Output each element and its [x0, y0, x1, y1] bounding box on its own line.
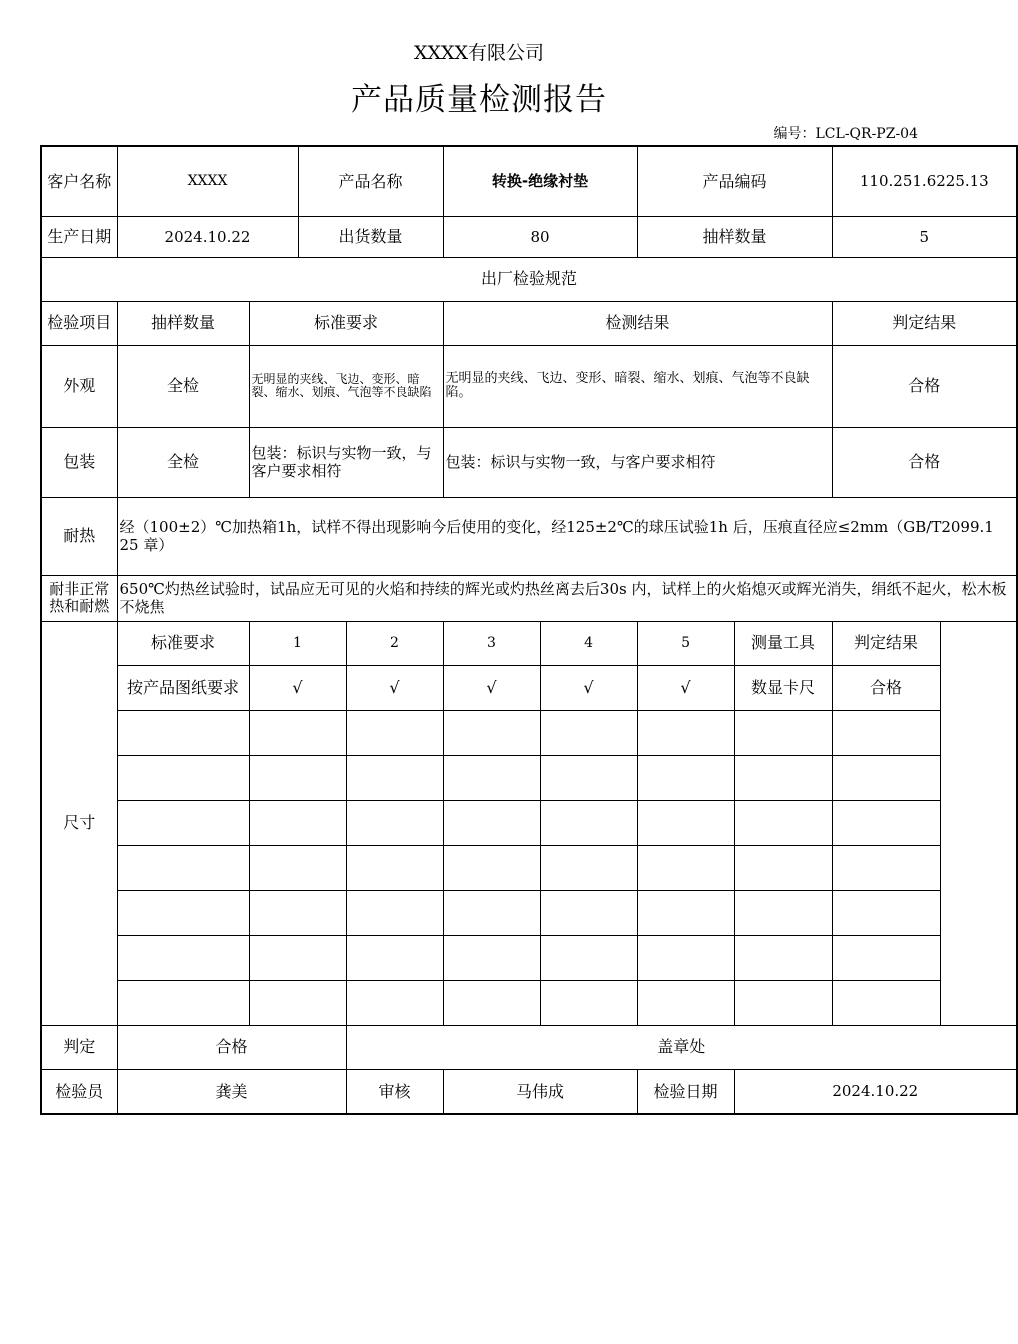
dimension-empty-row	[41, 755, 1017, 800]
packaging-standard: 包装：标识与实物一致，与客户要求相符	[249, 427, 443, 497]
dim-check-4: √	[540, 665, 637, 710]
dimension-header-row	[41, 621, 1017, 665]
judge-value: 合格	[117, 1025, 346, 1069]
dim-header-standard: 标准要求	[117, 621, 249, 665]
dim-standard-value: 按产品图纸要求	[117, 665, 249, 710]
stamp-area: 盖章处	[346, 1025, 1017, 1069]
column-header-row	[41, 301, 1017, 345]
fire-resistance-row	[41, 575, 1017, 621]
dim-check-3: √	[443, 665, 540, 710]
dim-header-3: 3	[443, 621, 540, 665]
dim-header-2: 2	[346, 621, 443, 665]
inspector-value: 龚美	[117, 1069, 346, 1114]
product-name-value: 转换-绝缘衬垫	[443, 146, 637, 216]
judgement-row	[41, 1025, 1017, 1069]
document-number: 编号：LCL-QR-PZ-04	[773, 126, 918, 142]
dimension-label: 尺寸	[41, 621, 117, 1025]
dim-tool-value: 数显卡尺	[734, 665, 832, 710]
company-name: XXXX有限公司	[413, 42, 545, 64]
col-result-header: 检测结果	[443, 301, 832, 345]
spec-title-row	[41, 257, 1017, 301]
sample-qty-value: 5	[832, 216, 1017, 257]
info-row-customer	[41, 146, 1017, 216]
dim-header-tool: 测量工具	[734, 621, 832, 665]
fire-label: 耐非正常热和耐燃	[41, 575, 117, 621]
inspection-date-label: 检验日期	[637, 1069, 734, 1114]
review-label: 审核	[346, 1069, 443, 1114]
fire-text: 650℃灼热丝试验时，试品应无可见的火焰和持续的辉光或灼热丝离去后30s 内，试样上的火焰熄灭或辉光消失，绢纸不起火，松木板不烧焦	[117, 575, 1017, 621]
dim-header-1: 1	[249, 621, 346, 665]
col-standard-header-cell: 标准要求	[249, 301, 443, 345]
dimension-empty-row	[41, 935, 1017, 980]
judge-label: 判定	[41, 1025, 117, 1069]
col-judgement-header: 判定结果	[832, 301, 1017, 345]
col-sample-header: 抽样数量	[117, 301, 249, 345]
inspection-date-value: 2024.10.22	[734, 1069, 1017, 1114]
production-date-label: 生产日期	[41, 216, 117, 257]
review-value: 马伟成	[443, 1069, 637, 1114]
appearance-result: 无明显的夹线、飞边、变形、暗裂、缩水、划痕、气泡等不良缺陷。	[443, 345, 832, 427]
appearance-standard: 无明显的夹线、飞边、变形、暗裂、缩水、划痕、气泡等不良缺陷	[249, 345, 443, 427]
customer-label: 客户名称	[41, 146, 117, 216]
product-name-label-cell: 产品名称	[298, 146, 443, 216]
packaging-row	[41, 427, 1017, 497]
heat-text: 经（100±2）℃加热箱1h，试样不得出现影响今后使用的变化，经125±2℃的球压试验1h 后，压痕直径应≤2mm（GB/T2099.1 25 章）	[117, 497, 1017, 575]
report-title: 产品质量检测报告	[351, 82, 607, 118]
heat-label: 耐热	[41, 497, 117, 575]
inspector-label: 检验员	[41, 1069, 117, 1114]
packaging-label: 包装	[41, 427, 117, 497]
packaging-judgement: 合格	[832, 427, 1017, 497]
inspection-report-table	[40, 145, 1018, 1115]
shipment-qty-value: 80	[443, 216, 637, 257]
dim-check-1: √	[249, 665, 346, 710]
shipment-qty-label: 出货数量	[298, 216, 443, 257]
sample-qty-label: 抽样数量	[637, 216, 832, 257]
dimension-empty-row	[41, 845, 1017, 890]
packaging-sample: 全检	[117, 427, 249, 497]
heat-resistance-row	[41, 497, 1017, 575]
appearance-row	[41, 345, 1017, 427]
dimension-empty-row	[41, 800, 1017, 845]
packaging-result: 包装：标识与实物一致，与客户要求相符	[443, 427, 832, 497]
customer-value: XXXX	[117, 146, 298, 216]
production-date-value: 2024.10.22	[117, 216, 298, 257]
product-code-value: 110.251.6225.13	[832, 146, 1017, 216]
dimension-empty-row	[41, 890, 1017, 935]
appearance-judgement: 合格	[832, 345, 1017, 427]
signature-row	[41, 1069, 1017, 1114]
dim-check-5: √	[637, 665, 734, 710]
dim-check-2: √	[346, 665, 443, 710]
dimension-empty-row	[41, 710, 1017, 755]
dim-header-judgement-cell: 判定结果	[832, 621, 940, 665]
dimension-row	[41, 665, 1017, 710]
product-code-label: 产品编码	[637, 146, 832, 216]
info-row-dates	[41, 216, 1017, 257]
col-item-header: 检验项目	[41, 301, 117, 345]
appearance-sample: 全检	[117, 345, 249, 427]
dim-header-5: 5	[637, 621, 734, 665]
appearance-label: 外观	[41, 345, 117, 427]
dimension-empty-row	[41, 980, 1017, 1025]
dim-judgement-value: 合格	[832, 665, 940, 710]
dim-header-4: 4	[540, 621, 637, 665]
spec-title: 出厂检验规范	[41, 257, 1017, 301]
